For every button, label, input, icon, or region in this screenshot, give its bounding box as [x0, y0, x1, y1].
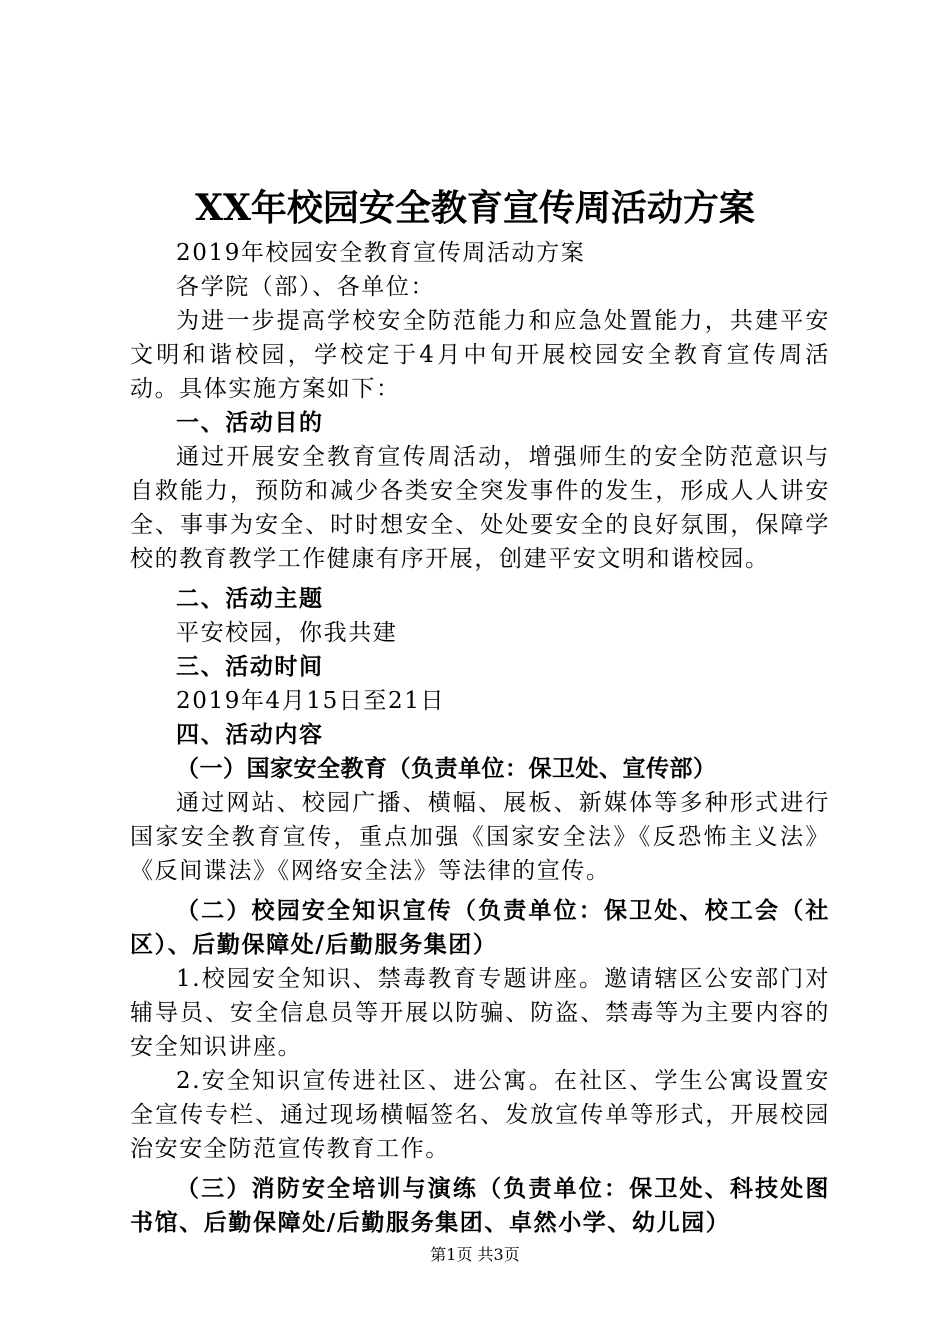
section4-heading: 四、活动内容: [176, 722, 324, 748]
subsection2-item1: 1.校园安全知识、禁毒教育专题讲座。邀请辖区公安部门对辅导员、安全信息员等开展以防骗、防盗、禁毒等为主要内容的安全知识讲座。: [130, 966, 830, 1060]
subsection1-heading: （一）国家安全教育（负责单位：保卫处、宣传部）: [176, 756, 717, 782]
section1-heading: 一、活动目的: [176, 410, 324, 436]
section1-body: 通过开展安全教育宣传周活动，增强师生的安全防范意识与自救能力，预防和减少各类安全突发事件的发生，形成人人讲安全、事事为安全、时时想安全、处处要安全的良好氛围，保障学校的教育教学工作健康有序开展，创建平安文明和谐校园。: [130, 444, 830, 572]
subsection2-item2: 2.安全知识宣传进社区、进公寓。在社区、学生公寓设置安全宣传专栏、通过现场横幅签名、发放宣传单等形式，开展校园治安安全防范宣传教育工作。: [130, 1068, 830, 1162]
section3-heading: 三、活动时间: [176, 654, 324, 680]
subsection3-heading: （三）消防安全培训与演练（负责单位：保卫处、科技处图书馆、后勤保障处/后勤服务集团、卓然小学、幼儿园）: [130, 1176, 830, 1236]
subsection1-body: 通过网站、校园广播、横幅、展板、新媒体等多种形式进行国家安全教育宣传，重点加强《国家安全法》《反恐怖主义法》《反间谍法》《网络安全法》等法律的宣传。: [130, 790, 830, 884]
document-body: [130, 236, 830, 1240]
document-title: XX年校园安全教育宣传周活动方案: [195, 187, 755, 229]
section2-body: 平安校园，你我共建: [176, 620, 398, 646]
salutation: 各学院（部）、各单位：: [176, 274, 436, 300]
section3-body: 2019年4月15日至21日: [176, 688, 446, 714]
section2-heading: 二、活动主题: [176, 586, 324, 612]
page-indicator: 第1页 共3页: [430, 1245, 520, 1264]
intro-paragraph: 为进一步提高学校安全防范能力和应急处置能力，共建平安文明和谐校园，学校定于4月中旬开展校园安全教育宣传周活动。具体实施方案如下：: [130, 308, 830, 402]
subtitle-line: 2019年校园安全教育宣传周活动方案: [176, 240, 586, 266]
subsection2-heading: （二）校园安全知识宣传（负责单位：保卫处、校工会（社区）、后勤保障处/后勤服务集团）: [130, 898, 830, 958]
